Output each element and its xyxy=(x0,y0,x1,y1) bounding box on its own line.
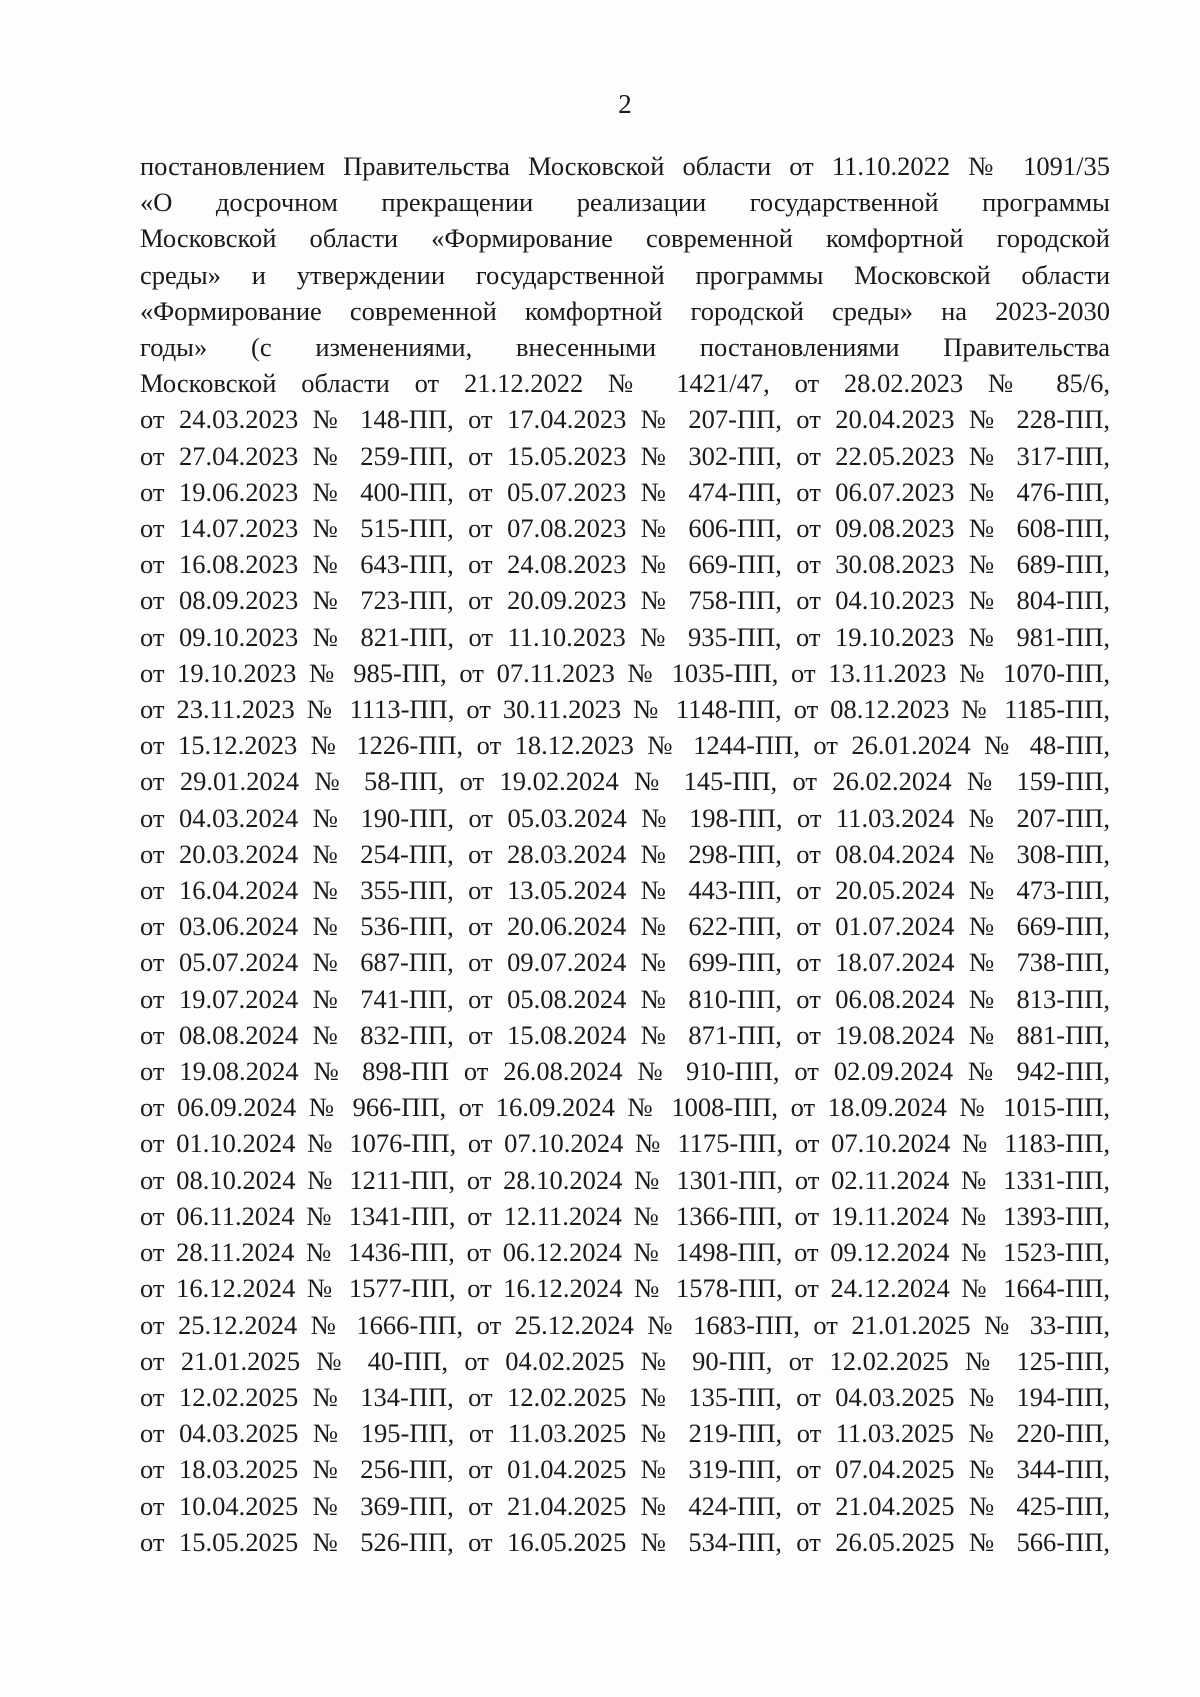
page-number: 2 xyxy=(618,89,632,119)
text-line: от 16.12.2024 № 1577-ПП, от 16.12.2024 № 1578-ПП, от 24.12.2024 № 1664-ПП, xyxy=(140,1273,1110,1304)
text-line: постановлением Правительства Московской области от 11.10.2022 № 1091/35 xyxy=(140,151,1110,181)
text-line: от 03.06.2024 № 536-ПП, от 20.06.2024 № 622-ПП, от 01.07.2024 № 669-ПП, xyxy=(140,911,1110,942)
text-line: от 16.08.2023 № 643-ПП, от 24.08.2023 № 669-ПП, от 30.08.2023 № 689-ПП, xyxy=(140,549,1110,580)
text-line: от 19.08.2024 № 898-ПП от 26.08.2024 № 910-ПП, от 02.09.2024 № 942-ПП, xyxy=(140,1056,1110,1087)
text-line: годы» (с изменениями, внесенными постановлениями Правительства xyxy=(140,332,1110,363)
text-line: от 15.05.2025 № 526-ПП, от 16.05.2025 № 534-ПП, от 26.05.2025 № 566-ПП, xyxy=(140,1526,1110,1557)
text-line: от 19.06.2023 № 400-ПП, от 05.07.2023 № 474-ПП, от 06.07.2023 № 476-ПП, xyxy=(140,476,1110,507)
text-line: от 10.04.2025 № 369-ПП, от 21.04.2025 № 424-ПП, от 21.04.2025 № 425-ПП, xyxy=(140,1490,1110,1521)
text-line: от 23.11.2023 № 1113-ПП, от 30.11.2023 № 1148-ПП, от 08.12.2023 № 1185-ПП, xyxy=(140,694,1110,725)
text-line: от 25.12.2024 № 1666-ПП, от 25.12.2024 № 1683-ПП, от 21.01.2025 № 33-ПП, xyxy=(140,1309,1110,1340)
text-line: от 14.07.2023 № 515-ПП, от 07.08.2023 № 606-ПП, от 09.08.2023 № 608-ПП, xyxy=(140,513,1110,544)
text-line: от 08.09.2023 № 723-ПП, от 20.09.2023 № 758-ПП, от 04.10.2023 № 804-ПП, xyxy=(140,585,1110,616)
text-line: Московской области от 21.12.2022 № 1421/47, от 28.02.2023 № 85/6, xyxy=(140,368,1110,399)
text-line: от 04.03.2024 № 190-ПП, от 05.03.2024 № 198-ПП, от 11.03.2024 № 207-ПП, xyxy=(140,802,1110,833)
text-line: от 04.03.2025 № 195-ПП, от 11.03.2025 № 219-ПП, от 11.03.2025 № 220-ПП, xyxy=(140,1418,1110,1449)
text-line: от 01.10.2024 № 1076-ПП, от 07.10.2024 № 1175-ПП, от 07.10.2024 № 1183-ПП, xyxy=(140,1128,1110,1159)
text-line: от 28.11.2024 № 1436-ПП, от 06.12.2024 № 1498-ПП, от 09.12.2024 № 1523-ПП, xyxy=(140,1237,1110,1268)
text-line: от 08.08.2024 № 832-ПП, от 15.08.2024 № 871-ПП, от 19.08.2024 № 881-ПП, xyxy=(140,1019,1110,1050)
text-line: от 05.07.2024 № 687-ПП, от 09.07.2024 № 699-ПП, от 18.07.2024 № 738-ПП, xyxy=(140,947,1110,978)
text-line: от 19.07.2024 № 741-ПП, от 05.08.2024 № 810-ПП, от 06.08.2024 № 813-ПП, xyxy=(140,983,1110,1014)
text-line: от 19.10.2023 № 985-ПП, от 07.11.2023 № 1035-ПП, от 13.11.2023 № 1070-ПП, xyxy=(140,657,1110,688)
text-line: от 09.10.2023 № 821-ПП, от 11.10.2023 № 935-ПП, от 19.10.2023 № 981-ПП, xyxy=(140,621,1110,652)
text-line: от 20.03.2024 № 254-ПП, от 28.03.2024 № 298-ПП, от 08.04.2024 № 308-ПП, xyxy=(140,838,1110,869)
text-line: от 12.02.2025 № 134-ПП, от 12.02.2025 № 135-ПП, от 04.03.2025 № 194-ПП, xyxy=(140,1381,1110,1412)
text-line: «О досрочном прекращении реализации государственной программы xyxy=(140,187,1110,218)
text-line: от 06.09.2024 № 966-ПП, от 16.09.2024 № 1008-ПП, от 18.09.2024 № 1015-ПП, xyxy=(140,1092,1110,1123)
text-line: от 08.10.2024 № 1211-ПП, от 28.10.2024 № 1301-ПП, от 02.11.2024 № 1331-ПП, xyxy=(140,1164,1110,1195)
text-line: среды» и утверждении государственной программы Московской области xyxy=(140,259,1110,290)
text-line: от 16.04.2024 № 355-ПП, от 13.05.2024 № 443-ПП, от 20.05.2024 № 473-ПП, xyxy=(140,875,1110,906)
text-line: «Формирование современной комфортной городской среды» на 2023-2030 xyxy=(140,295,1110,326)
text-line: от 06.11.2024 № 1341-ПП, от 12.11.2024 № 1366-ПП, от 19.11.2024 № 1393-ПП, xyxy=(140,1200,1110,1231)
text-line: от 24.03.2023 № 148-ПП, от 17.04.2023 № 207-ПП, от 20.04.2023 № 228-ПП, xyxy=(140,404,1110,435)
text-line: Московской области «Формирование современной комфортной городской xyxy=(140,223,1110,254)
document-body xyxy=(140,148,1110,1560)
text-line: от 21.01.2025 № 40-ПП, от 04.02.2025 № 90-ПП, от 12.02.2025 № 125-ПП, xyxy=(140,1345,1110,1376)
text-line: от 27.04.2023 № 259-ПП, от 15.05.2023 № 302-ПП, от 22.05.2023 № 317-ПП, xyxy=(140,440,1110,471)
text-line: от 18.03.2025 № 256-ПП, от 01.04.2025 № 319-ПП, от 07.04.2025 № 344-ПП, xyxy=(140,1454,1110,1485)
text-line: от 15.12.2023 № 1226-ПП, от 18.12.2023 № 1244-ПП, от 26.01.2024 № 48-ПП, xyxy=(140,730,1110,761)
text-line: от 29.01.2024 № 58-ПП, от 19.02.2024 № 145-ПП, от 26.02.2024 № 159-ПП, xyxy=(140,766,1110,797)
